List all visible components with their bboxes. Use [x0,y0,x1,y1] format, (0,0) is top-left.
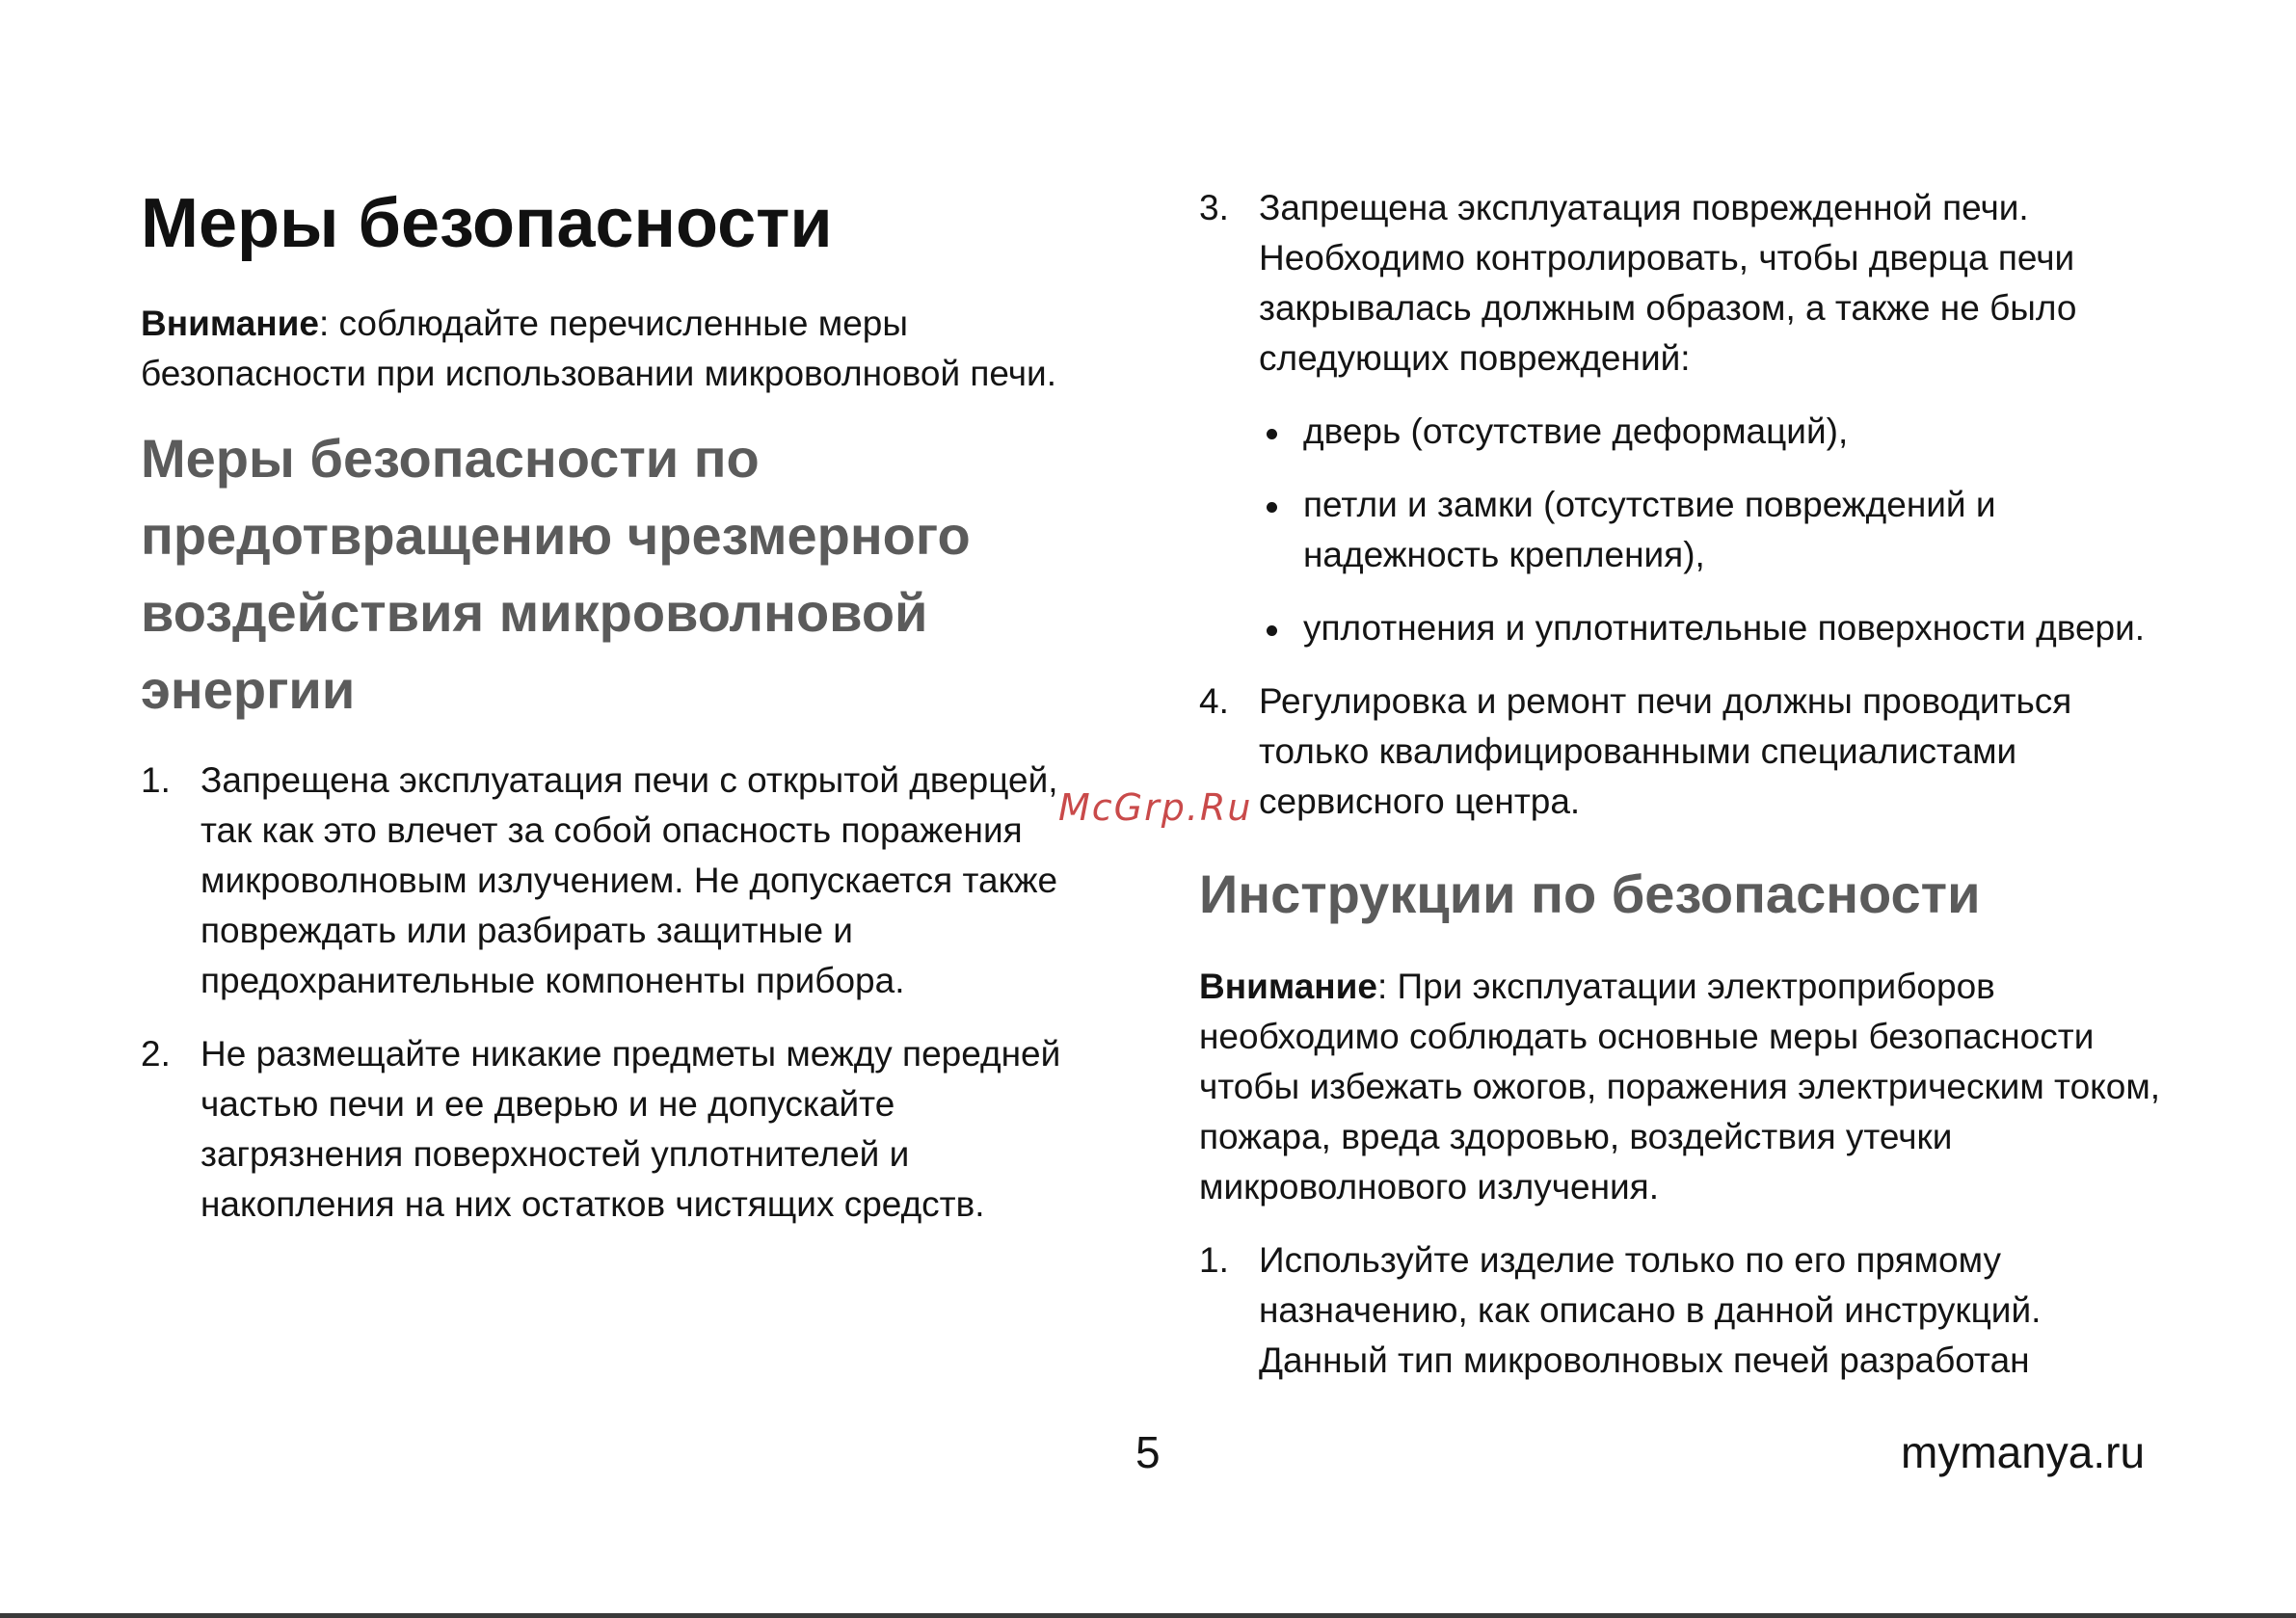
list-item-number: 1. [1199,1240,1229,1280]
bottom-rule [0,1613,2296,1618]
list-item [1199,1235,2173,1386]
bullet-icon [1259,480,1303,580]
page-number: 5 [1135,1427,1161,1477]
bullet-item [1259,603,2173,653]
list-item-number: 3. [1199,188,1229,227]
list-item-number: 2. [141,1034,171,1074]
bullet-icon [1259,603,1303,653]
section-heading-safety-instructions: Инструкции по безопасности [1199,863,1981,924]
list-item [141,756,1066,1006]
bullet-item [1259,407,2173,457]
intro-paragraph [141,299,1066,399]
intro-label: Внимание [141,304,319,343]
list-item-body [1259,183,2173,653]
intro-text: : соблюдайте перечисленные меры безопасности при использовании микроволновой печи. [141,304,1057,393]
numbered-list-right-bottom [1199,1235,2173,1386]
left-column [141,183,1066,1230]
safety-intro-paragraph [1199,962,2173,1212]
list-item-text: Не размещайте никакие предметы между передней частью печи и ее дверью и не допускайте загрязнения поверхностей уплотнителей и накопления на них остатков чистящих средств. [200,1034,1061,1224]
safety-intro-text: : При эксплуатации электроприборов необходимо соблюдать основные меры безопасности чтобы избежать ожогов, поражения электрическим током, пожара, вреда здоровью, воздействия утечки микроволнового излучения. [1199,967,2161,1207]
right-column [1199,183,2173,1386]
safety-intro-label: Внимание [1199,967,1377,1006]
section-heading-microwave-energy: Меры безопасности по предотвращению чрезмерного воздействия микроволновой энергии [141,428,971,720]
numbered-list-left [141,756,1066,1230]
numbered-list-right-top [1199,183,2173,827]
list-item [141,1029,1066,1230]
list-item-text: Используйте изделие только по его прямому назначению, как описано в данной инструкций. Данный тип микроволновых печей разработан [1259,1240,2042,1380]
list-item-text: Запрещена эксплуатация поврежденной печи. Необходимо контролировать, чтобы дверца печи закрывалась должным образом, а также не было следующих повреждений: [1259,188,2077,378]
bullet-list [1259,407,2173,653]
bullet-text: уплотнения и уплотнительные поверхности двери. [1303,608,2146,648]
watermark: McGrp.Ru [1058,786,1253,829]
list-item [1199,676,2173,827]
list-item-text: Запрещена эксплуатация печи с открытой дверцей, так как это влечет за собой опасность поражения микроволновым излучением. Не допускается также повреждать или разбирать защитные и предохранительные компоненты прибора. [200,760,1058,1000]
bullet-icon [1259,407,1303,457]
list-item-text: Регулировка и ремонт печи должны проводиться только квалифицированными специалистами сервисного центра. [1259,681,2072,821]
list-item [1199,183,2173,653]
footer-site: mymanya.ru [1901,1427,2146,1477]
page-title: Меры безопасности [141,185,833,262]
bullet-item [1259,480,2173,580]
list-item-number: 1. [141,760,171,800]
list-item-number: 4. [1199,681,1229,721]
bullet-text: дверь (отсутствие деформаций), [1303,411,1849,451]
bullet-text: петли и замки (отсутствие повреждений и надежность крепления), [1303,485,1996,574]
